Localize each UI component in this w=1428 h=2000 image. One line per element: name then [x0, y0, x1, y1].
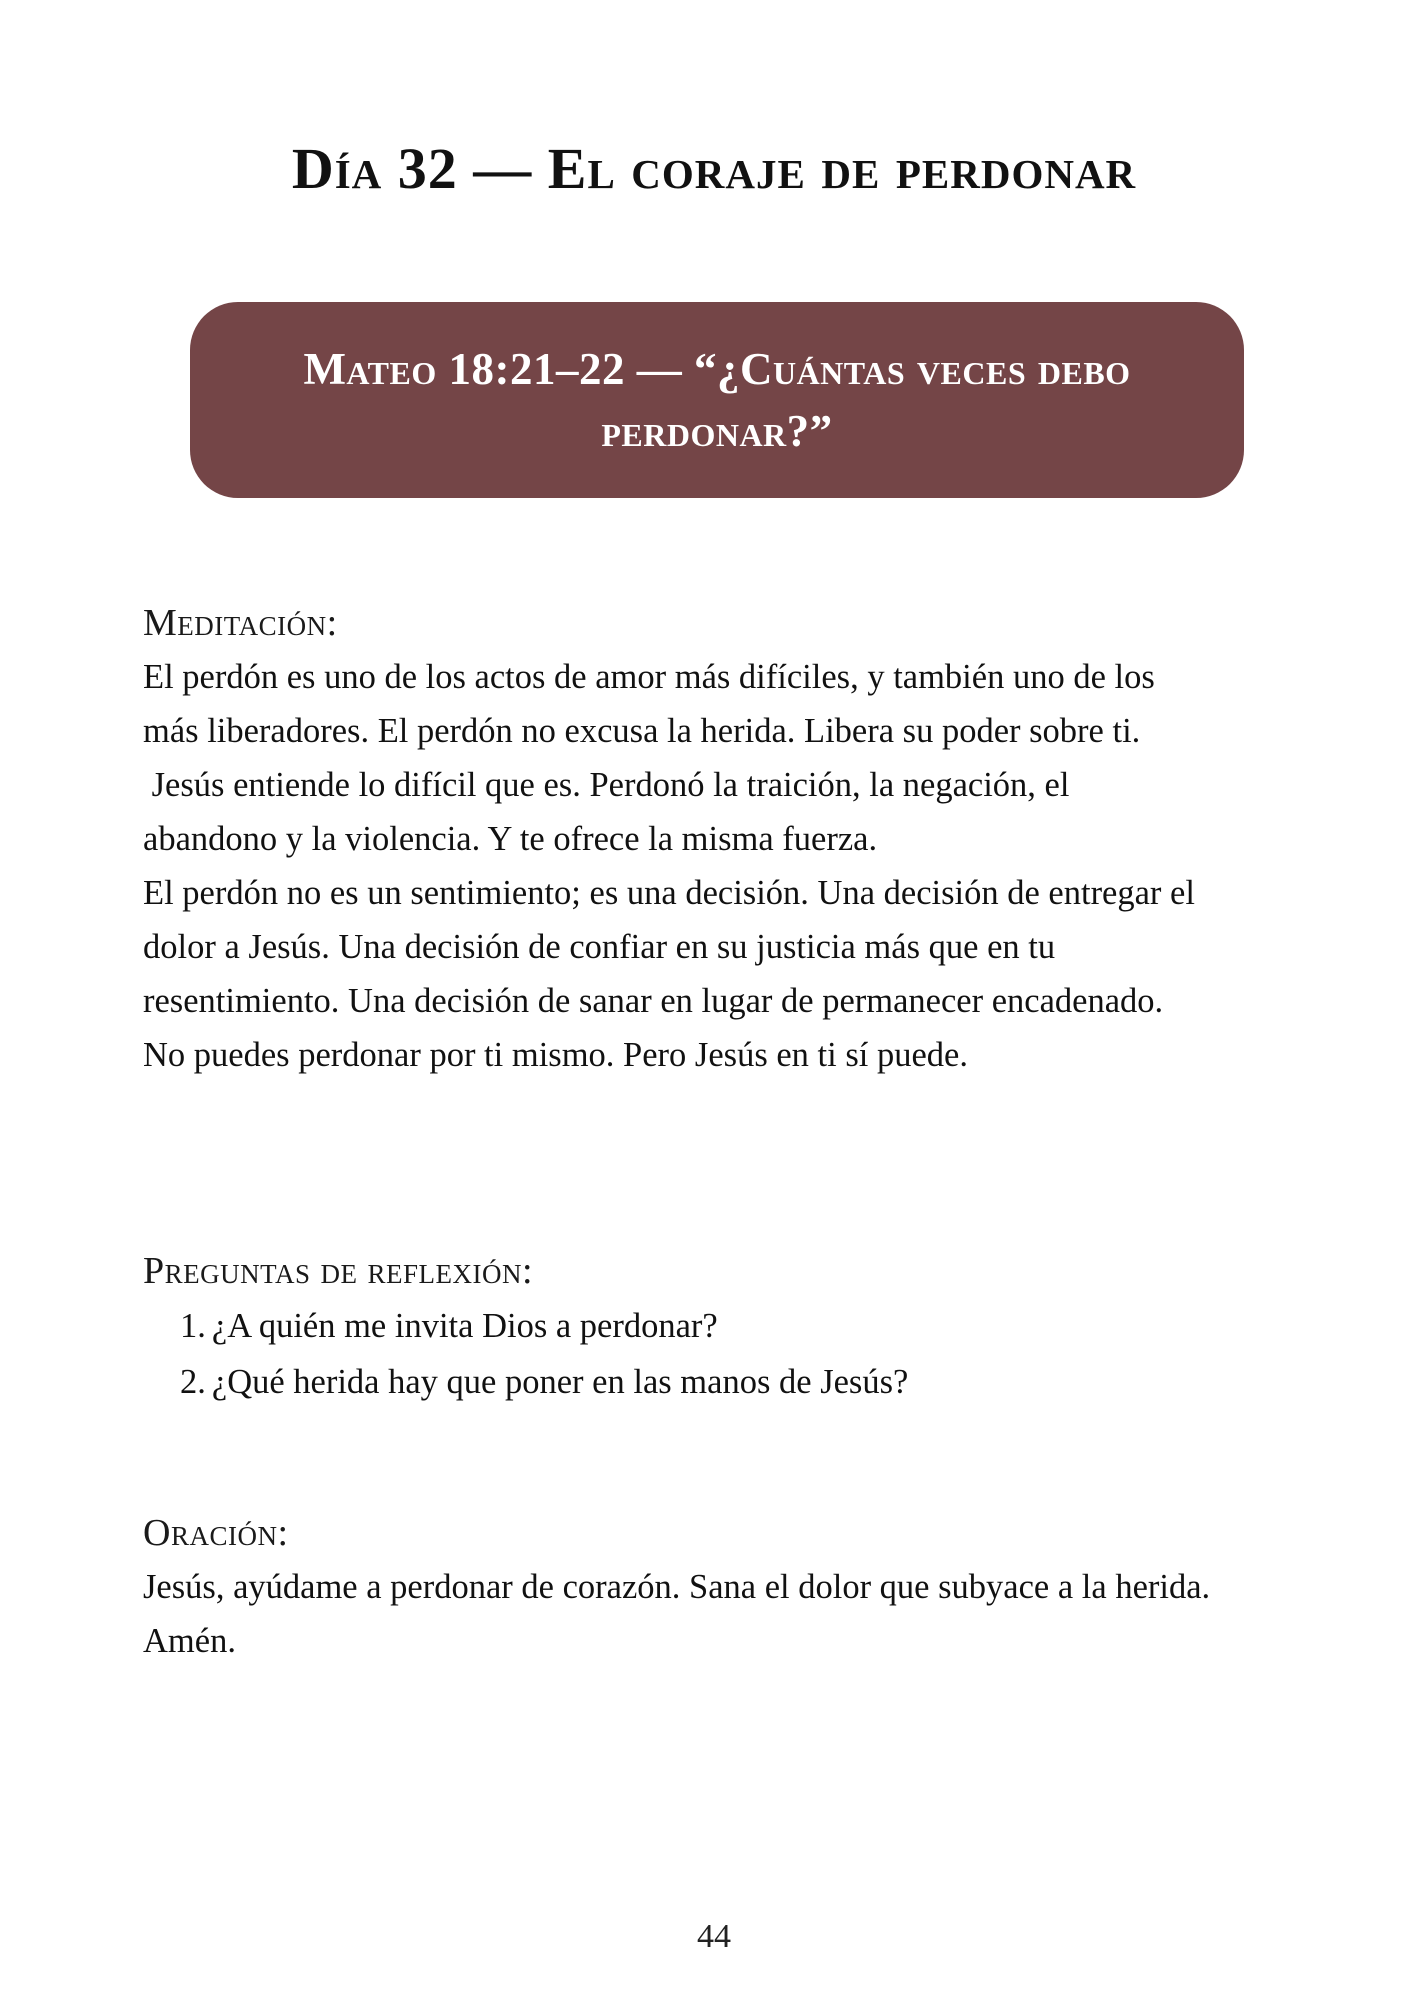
meditation-heading: Meditación:: [143, 602, 338, 644]
question-text: ¿Qué herida hay que poner en las manos de Jesús?: [211, 1363, 909, 1401]
meditation-section: [143, 596, 1303, 1082]
question-number: 1.: [180, 1307, 206, 1345]
reflection-heading: Preguntas de reflexión:: [143, 1250, 534, 1292]
reflection-question-list: [143, 1298, 1303, 1410]
reflection-section: [143, 1244, 1303, 1410]
page-title: Día 32 — El coraje de perdonar: [291, 136, 1137, 201]
meditation-line: más liberadores. El perdón no excusa la herida. Libera su poder sobre ti.: [143, 712, 1141, 750]
question-number: 2.: [180, 1363, 206, 1401]
meditation-line: dolor a Jesús. Una decisión de confiar en su justicia más que en tu: [143, 928, 1056, 966]
reflection-question: [143, 1298, 1303, 1354]
scripture-reference: [303, 338, 1130, 462]
meditation-line: El perdón no es un sentimiento; es una decisión. Una decisión de entregar el: [143, 874, 1195, 912]
scripture-reference-line-2: perdonar?”: [601, 406, 833, 456]
prayer-line: Jesús, ayúdame a perdonar de corazón. Sana el dolor que subyace a la herida.: [143, 1568, 1211, 1606]
prayer-heading: Oración:: [143, 1512, 289, 1554]
reflection-question: [143, 1354, 1303, 1410]
meditation-line: abandono y la violencia. Y te ofrece la misma fuerza.: [143, 820, 878, 858]
page-number: 44: [697, 1918, 731, 1955]
meditation-line: El perdón es uno de los actos de amor más difíciles, y también uno de los: [143, 658, 1155, 696]
scripture-reference-box: [190, 302, 1244, 498]
meditation-line: Jesús entiende lo difícil que es. Perdonó la traición, la negación, el: [143, 766, 1070, 804]
prayer-section: [143, 1506, 1303, 1668]
meditation-line: resentimiento. Una decisión de sanar en lugar de permanecer encadenado.: [143, 982, 1164, 1020]
scripture-reference-line-1: Mateo 18:21–22 — “¿Cuántas veces debo: [303, 344, 1131, 394]
meditation-line: No puedes perdonar por ti mismo. Pero Jesús en ti sí puede.: [143, 1036, 968, 1074]
question-text: ¿A quién me invita Dios a perdonar?: [211, 1307, 718, 1345]
prayer-line: Amén.: [143, 1622, 236, 1660]
